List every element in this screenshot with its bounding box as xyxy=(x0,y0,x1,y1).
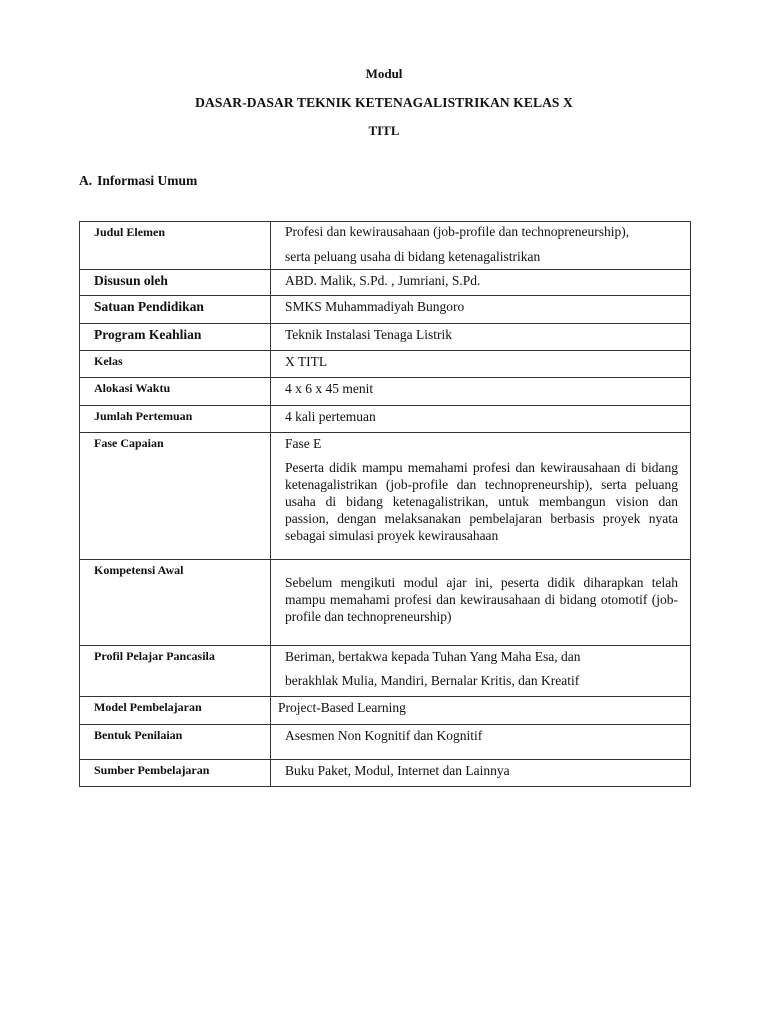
table-row xyxy=(80,324,691,351)
row-value-kelas: X TITL xyxy=(285,354,328,369)
row-value-program-keahlian: Teknik Instalasi Tenaga Listrik xyxy=(285,327,452,342)
row-value-kompetensi-awal: Sebelum mengikuti modul ajar ini, peserta didik diharapkan telah mampu memahami profesi dan kewirausahaan di bidang otomotif (job-profile dan technopreneurship) xyxy=(285,575,678,624)
row-label-profil-pelajar: Profil Pelajar Pancasila xyxy=(94,649,215,663)
row-label-program-keahlian: Program Keahlian xyxy=(94,327,202,342)
section-heading xyxy=(79,173,197,189)
table-row xyxy=(80,725,691,760)
row-value-sumber-pembelajaran: Buku Paket, Modul, Internet dan Lainnya xyxy=(285,763,510,778)
module-title: DASAR-DASAR TEKNIK KETENAGALISTRIKAN KELAS X xyxy=(195,95,573,110)
row-value-model-pembelajaran: Project-Based Learning xyxy=(278,700,406,715)
table-row xyxy=(80,296,691,324)
table-row xyxy=(80,406,691,433)
row-label-model-pembelajaran: Model Pembelajaran xyxy=(94,700,202,714)
table-row xyxy=(80,560,691,646)
row-value-fase-title: Fase E xyxy=(285,436,322,451)
table-row xyxy=(80,697,691,725)
row-value-profil-line2: berakhlak Mulia, Mandiri, Bernalar Kritis, dan Kreatif xyxy=(285,673,580,688)
row-label-satuan-pendidikan: Satuan Pendidikan xyxy=(94,299,204,314)
row-label-judul-elemen: Judul Elemen xyxy=(94,225,166,239)
table-row xyxy=(80,351,691,378)
row-value-jumlah-pertemuan: 4 kali pertemuan xyxy=(285,409,376,424)
table-row xyxy=(80,760,691,787)
table-row xyxy=(80,433,691,560)
table-row xyxy=(80,270,691,296)
row-label-bentuk-penilaian: Bentuk Penilaian xyxy=(94,728,183,742)
section-prefix: A. xyxy=(79,173,93,188)
row-value-profil-line1: Beriman, bertakwa kepada Tuhan Yang Maha Esa, dan xyxy=(285,649,581,664)
table-row xyxy=(80,378,691,406)
row-value-fase-capaian: Peserta didik mampu memahami profesi dan kewirausahaan di bidang ketenagalistrikan (job-profile dan technopreneurship), serta peluang usaha di bidang ketenagalistrikan, untuk membangun vision dan passion, dengan melaksanakan pembelajaran berbasis proyek nyata sebagai simulasi proyek kewirausahaan xyxy=(285,460,678,543)
row-label-jumlah-pertemuan: Jumlah Pertemuan xyxy=(94,409,193,423)
row-label-kompetensi-awal: Kompetensi Awal xyxy=(94,563,184,577)
general-info-table xyxy=(79,221,691,787)
row-label-disusun-oleh: Disusun oleh xyxy=(94,273,168,288)
row-value-alokasi-waktu: 4 x 6 x 45 menit xyxy=(285,381,374,396)
table-row xyxy=(80,646,691,697)
module-label: Modul xyxy=(365,66,403,81)
row-value-satuan-pendidikan: SMKS Muhammadiyah Bungoro xyxy=(285,299,465,314)
row-label-kelas: Kelas xyxy=(94,354,123,368)
section-title: Informasi Umum xyxy=(97,173,198,188)
module-subtitle: TITL xyxy=(368,123,400,138)
row-label-sumber-pembelajaran: Sumber Pembelajaran xyxy=(94,763,210,777)
row-label-alokasi-waktu: Alokasi Waktu xyxy=(94,381,171,395)
row-label-fase-capaian: Fase Capaian xyxy=(94,436,164,450)
row-value-judul-elemen-line1: Profesi dan kewirausahaan (job-profile dan technopreneurship), xyxy=(285,224,630,239)
row-value-bentuk-penilaian: Asesmen Non Kognitif dan Kognitif xyxy=(285,728,483,743)
row-value-judul-elemen-line2: serta peluang usaha di bidang ketenagalistrikan xyxy=(285,249,541,264)
table-row xyxy=(80,222,691,270)
row-value-disusun-oleh: ABD. Malik, S.Pd. , Jumriani, S.Pd. xyxy=(285,273,481,288)
